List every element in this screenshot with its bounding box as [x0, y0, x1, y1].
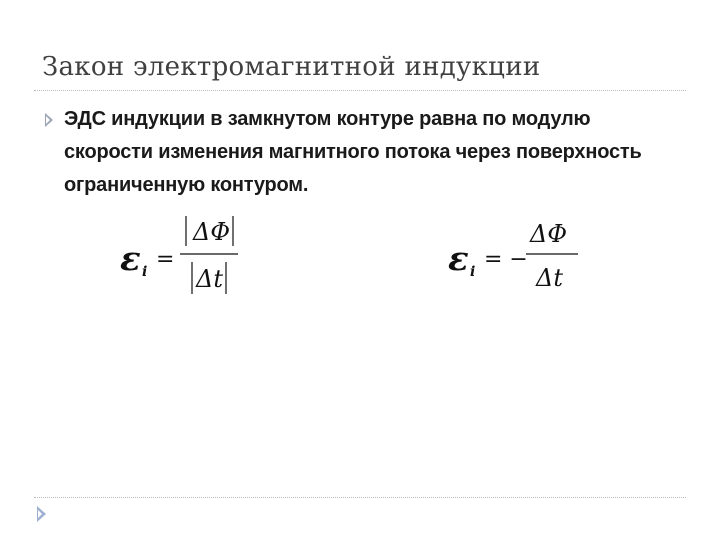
flux-change: ΔΦ	[193, 218, 231, 246]
formula-absolute	[118, 210, 258, 300]
equals-sign: =	[156, 247, 175, 272]
slide-title: Закон электромагнитной индукции	[42, 52, 541, 82]
equals-minus-sign: = −	[484, 247, 528, 272]
triangle-corner-icon	[37, 506, 46, 522]
emf-symbol: ε	[120, 239, 141, 279]
formula-signed	[446, 210, 596, 300]
bullet-text: ЭДС индукции в замкнутом контуре равна по модулю скорости изменения магнитного потока через поверхность ограниченную контуром.	[64, 108, 642, 196]
flux-change: ΔΦ	[530, 220, 568, 248]
title-divider	[34, 90, 686, 91]
emf-subscript: i	[470, 264, 476, 280]
time-change: Δt	[196, 265, 223, 293]
triangle-bullet-icon	[45, 113, 53, 127]
footer-divider	[34, 497, 686, 498]
time-change: Δt	[536, 264, 563, 292]
emf-subscript: i	[142, 264, 148, 280]
emf-symbol: ε	[448, 239, 469, 279]
